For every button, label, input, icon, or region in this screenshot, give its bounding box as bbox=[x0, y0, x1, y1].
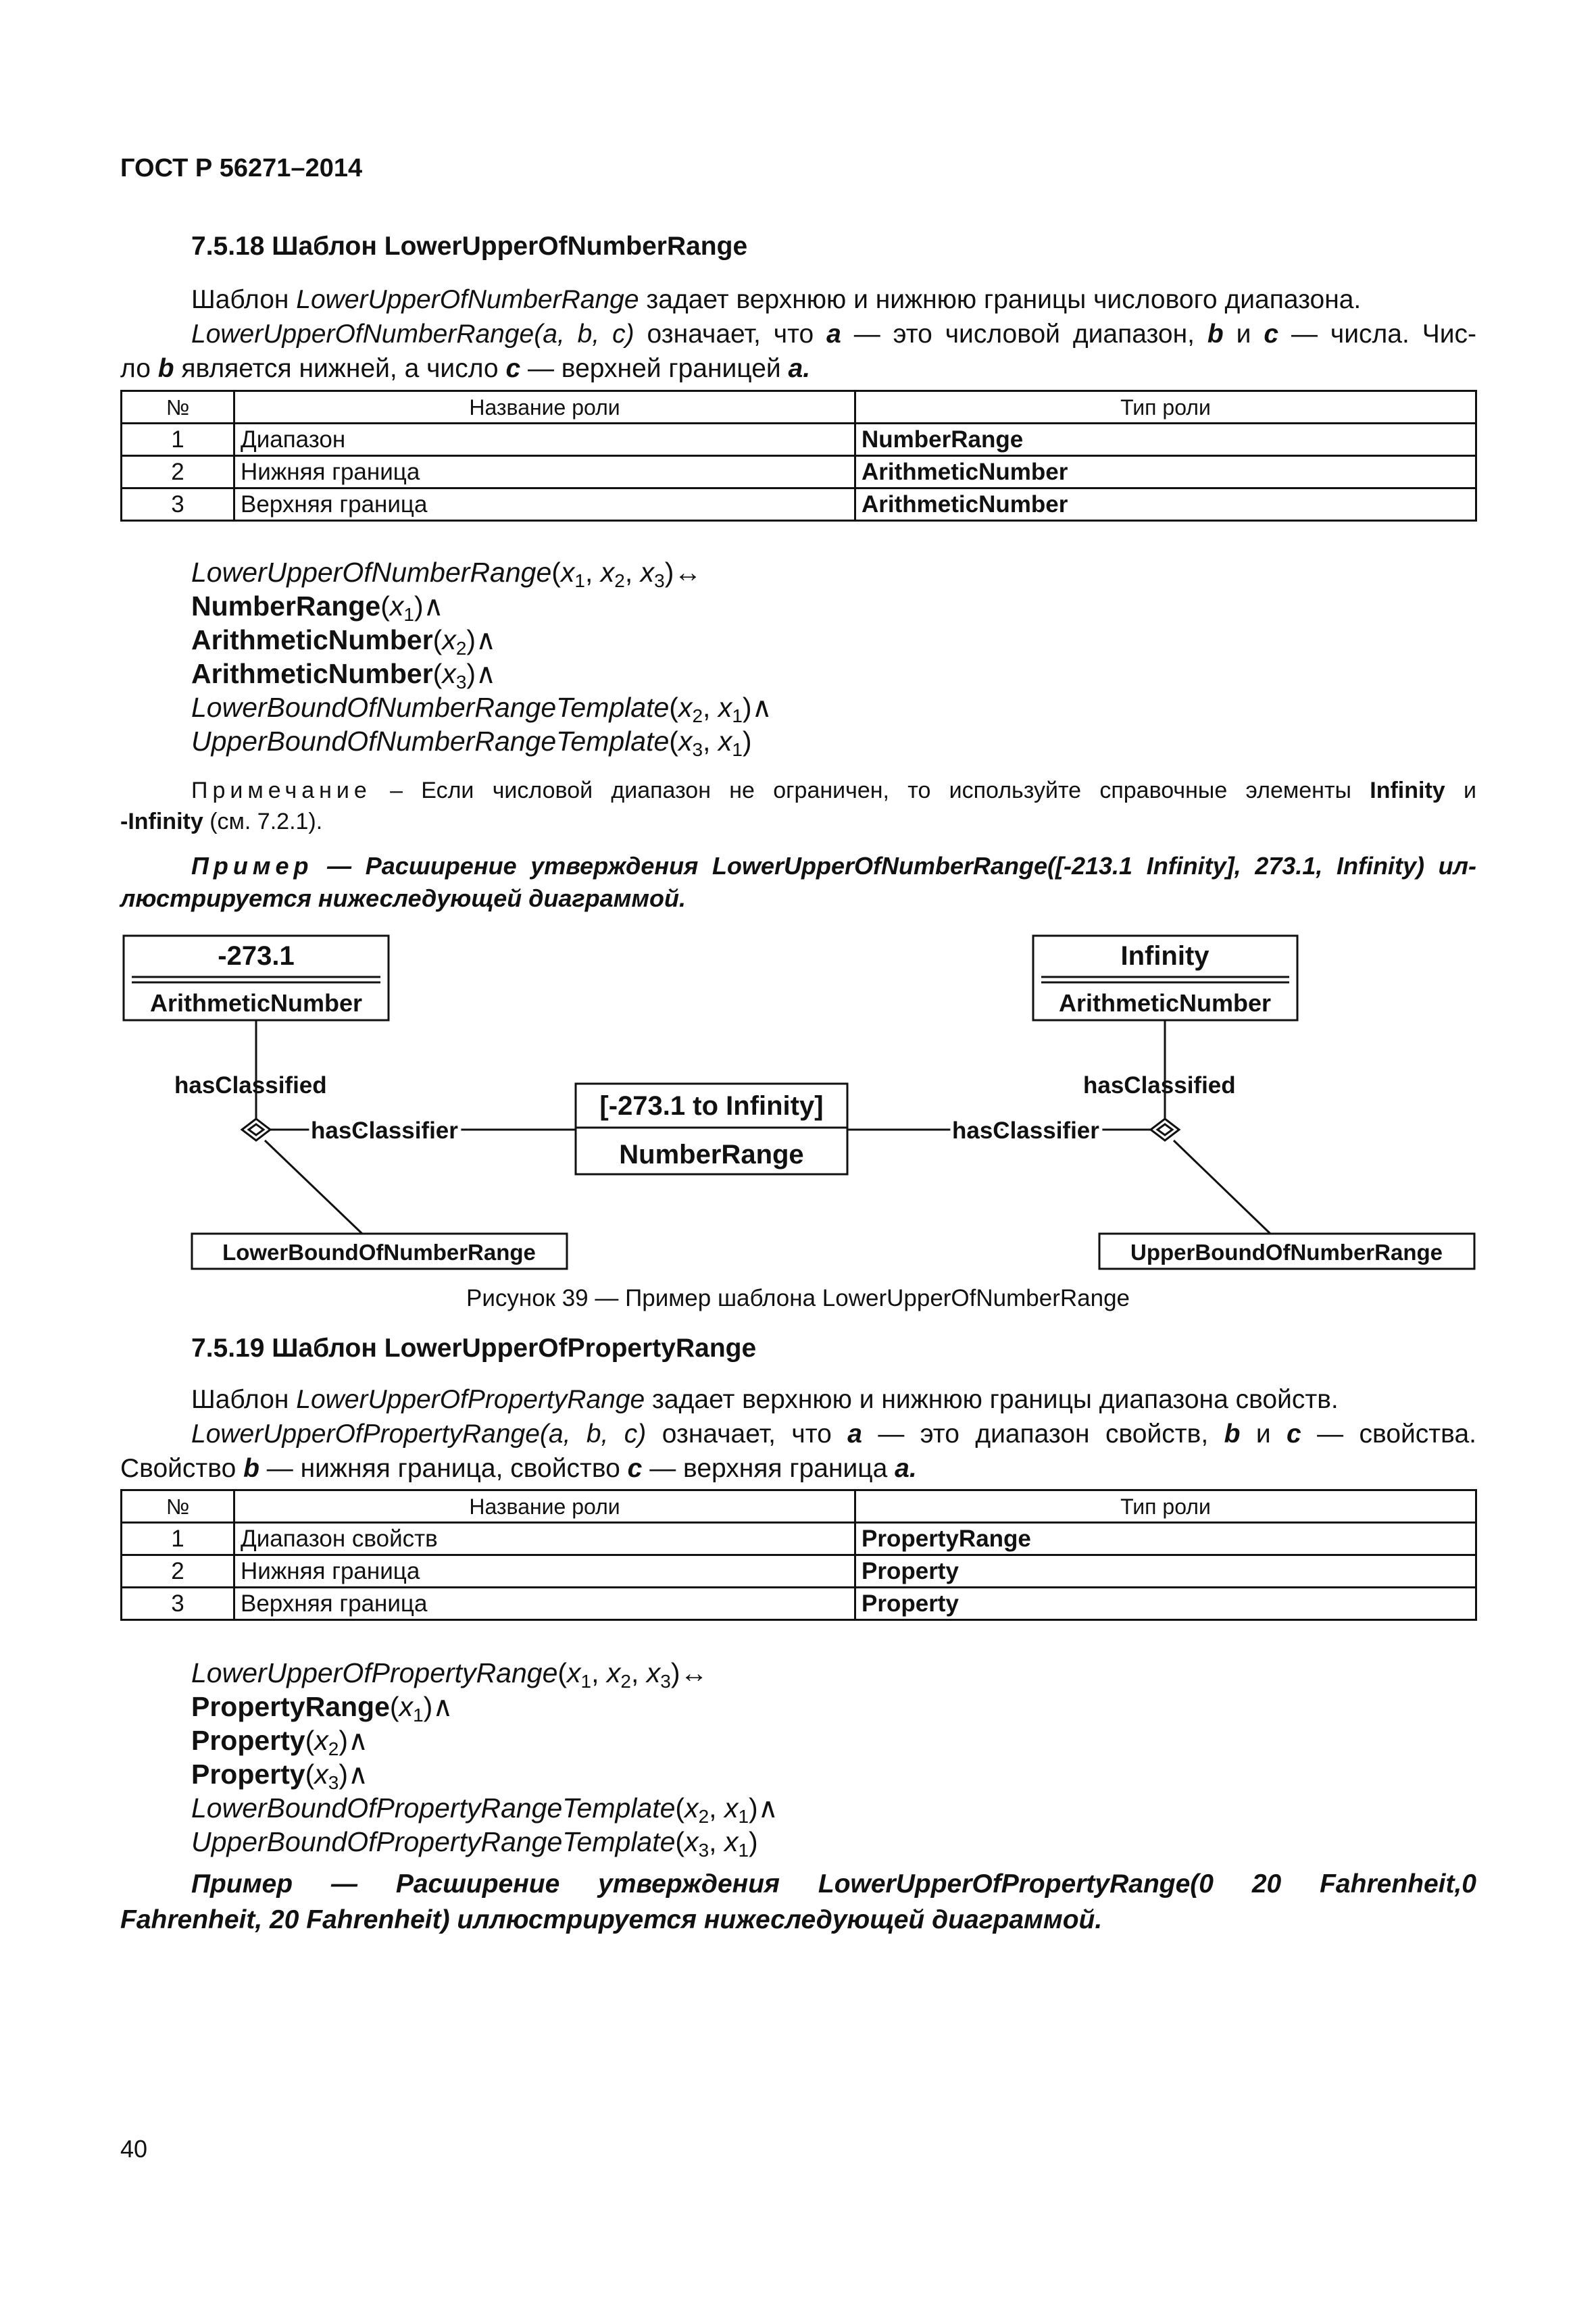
formula-line: $UpperBoundOfPropertyRangeTemplate(x_3$, $x_1$) bbox=[191, 1826, 758, 1861]
has-classifier-left: hasClassifier bbox=[311, 1117, 458, 1144]
cell-role-name: Верхняя граница bbox=[234, 1588, 855, 1620]
cell-number: 1 bbox=[122, 1523, 234, 1555]
formula-line: $Property(x_2)\wedge$ bbox=[191, 1725, 369, 1759]
formula-line: $ArithmeticNumber(x_2)\wedge$ bbox=[191, 624, 497, 659]
has-classifier-right: hasClassifier bbox=[952, 1117, 1099, 1144]
section2-paragraph1: Шаблон LowerUpperOfPropertyRange задает верхнюю и нижнюю границы диапазона свойств. bbox=[191, 1385, 1339, 1414]
cell-role-type: ArithmeticNumber bbox=[855, 456, 1476, 488]
cell-role-name: Диапазон bbox=[234, 424, 855, 456]
col-header-role-type: Тип роли bbox=[855, 391, 1476, 424]
cell-role-type: ArithmeticNumber bbox=[855, 488, 1476, 521]
formula-line: $UpperBoundOfNumberRangeTemplate(x_3$, $x_1$) bbox=[191, 726, 752, 760]
cell-role-name: Нижняя граница bbox=[234, 456, 855, 488]
section1-paragraph2-line1: LowerUpperOfNumberRange(a, b, c) означает, что a — это числовой диапазон, b и c — числа. Чис- bbox=[191, 320, 1476, 349]
table-row bbox=[122, 1523, 1476, 1555]
cell-role-name: Диапазон свойств bbox=[234, 1523, 855, 1555]
cell-role-name: Верхняя граница bbox=[234, 488, 855, 521]
cell-number: 2 bbox=[122, 456, 234, 488]
document-header: ГОСТ Р 56271–2014 bbox=[120, 154, 363, 182]
table-row bbox=[122, 1555, 1476, 1588]
center-type: NumberRange bbox=[619, 1140, 804, 1169]
left-top-title: -273.1 bbox=[218, 941, 295, 971]
cell-role-type: Property bbox=[855, 1555, 1476, 1588]
cell-number: 1 bbox=[122, 424, 234, 456]
section-heading-7-5-18: 7.5.18 Шаблон LowerUpperOfNumberRange bbox=[191, 232, 748, 261]
has-classified-right: hasClassified bbox=[1083, 1072, 1236, 1099]
formula-line: $LowerBoundOfNumberRangeTemplate(x_2$, $x_1)\wedge$ bbox=[191, 692, 772, 726]
cell-number: 3 bbox=[122, 1588, 234, 1620]
table-header-row bbox=[122, 1490, 1476, 1523]
center-title: [-273.1 to Infinity] bbox=[599, 1091, 824, 1121]
right-diamond-icon bbox=[1151, 1119, 1179, 1140]
cell-role-type: Property bbox=[855, 1588, 1476, 1620]
right-top-type: ArithmeticNumber bbox=[1058, 989, 1272, 1017]
formula-line: $LowerBoundOfPropertyRangeTemplate(x_2$, $x_1)\wedge$ bbox=[191, 1792, 778, 1827]
col-header-number: № bbox=[122, 391, 234, 424]
formula-property-range bbox=[191, 1656, 778, 1859]
example-line2: люстрируется нижеследующей диаграммой. bbox=[120, 884, 686, 912]
col-header-role-type: Тип роли bbox=[855, 1490, 1476, 1523]
formula-line: $PropertyRange(x_1)\wedge$ bbox=[191, 1691, 453, 1726]
example-line1: Пример — Расширение утверждения LowerUpperOfNumberRange([-213.1 Infinity], 273.1, Infinity) ил- bbox=[191, 852, 1476, 880]
section2-paragraph2-line1: LowerUpperOfPropertyRange(a, b, c) означает, что a — это диапазон свойств, b и c — свойства. bbox=[191, 1419, 1476, 1449]
example2-line2: Fahrenheit, 20 Fahrenheit) иллюстрируется нижеследующей диаграммой. bbox=[120, 1905, 1103, 1934]
col-header-number: № bbox=[122, 1490, 234, 1523]
example2-line1: Пример — Расширение утверждения LowerUpperOfPropertyRange(0 20 Fahrenheit,0 bbox=[191, 1869, 1476, 1898]
upper-bound-label: UpperBoundOfNumberRange bbox=[1130, 1240, 1443, 1265]
col-header-role-name: Название роли bbox=[234, 391, 855, 424]
left-diamond-icon bbox=[242, 1119, 270, 1140]
cell-number: 2 bbox=[122, 1555, 234, 1588]
cell-role-name: Нижняя граница bbox=[234, 1555, 855, 1588]
left-inner-diamond-icon bbox=[249, 1124, 264, 1135]
has-classified-left: hasClassified bbox=[174, 1072, 327, 1099]
section-heading-7-5-19: 7.5.19 Шаблон LowerUpperOfPropertyRange bbox=[191, 1334, 757, 1363]
formula-line: $LowerUpperOfNumberRange(x_1$, $x_2$, $x_3)\leftrightarrow$ bbox=[191, 557, 702, 591]
section1-paragraph2-line2: ло b является нижней, а число c — верхней границей a. bbox=[120, 354, 811, 383]
section1-paragraph1: Шаблон LowerUpperOfNumberRange задает верхнюю и нижнюю границы числового диапазона. bbox=[191, 285, 1362, 314]
section2-paragraph2-line2: Свойство b — нижняя граница, свойство c — верхняя граница a. bbox=[120, 1454, 917, 1483]
note-line1: Примечание – Если числовой диапазон не ограничен, то используйте справочные элементы Infinity и bbox=[191, 778, 1476, 803]
right-inner-diamond-icon bbox=[1157, 1124, 1172, 1135]
formula-line: $LowerUpperOfPropertyRange(x_1$, $x_2$, $x_3)\leftrightarrow$ bbox=[191, 1657, 708, 1692]
lower-bound-label: LowerBoundOfNumberRange bbox=[222, 1240, 536, 1265]
col-header-role-name: Название роли bbox=[234, 1490, 855, 1523]
left-top-type: ArithmeticNumber bbox=[149, 989, 363, 1017]
formula-line: $ArithmeticNumber(x_3)\wedge$ bbox=[191, 658, 497, 693]
page-number: 40 bbox=[120, 2135, 148, 2163]
role-table-property-range bbox=[120, 1489, 1477, 1621]
note-line2: -Infinity (см. 7.2.1). bbox=[120, 809, 323, 834]
formula-line: $Property(x_3)\wedge$ bbox=[191, 1759, 369, 1793]
cell-role-type: PropertyRange bbox=[855, 1523, 1476, 1555]
cell-role-type: NumberRange bbox=[855, 424, 1476, 456]
figure-caption: Рисунок 39 — Пример шаблона LowerUpperOfNumberRange bbox=[466, 1285, 1130, 1311]
formula-line: $NumberRange(x_1)\wedge$ bbox=[191, 590, 444, 625]
right-top-title: Infinity bbox=[1120, 941, 1210, 971]
cell-number: 3 bbox=[122, 488, 234, 521]
table-row bbox=[122, 1588, 1476, 1620]
